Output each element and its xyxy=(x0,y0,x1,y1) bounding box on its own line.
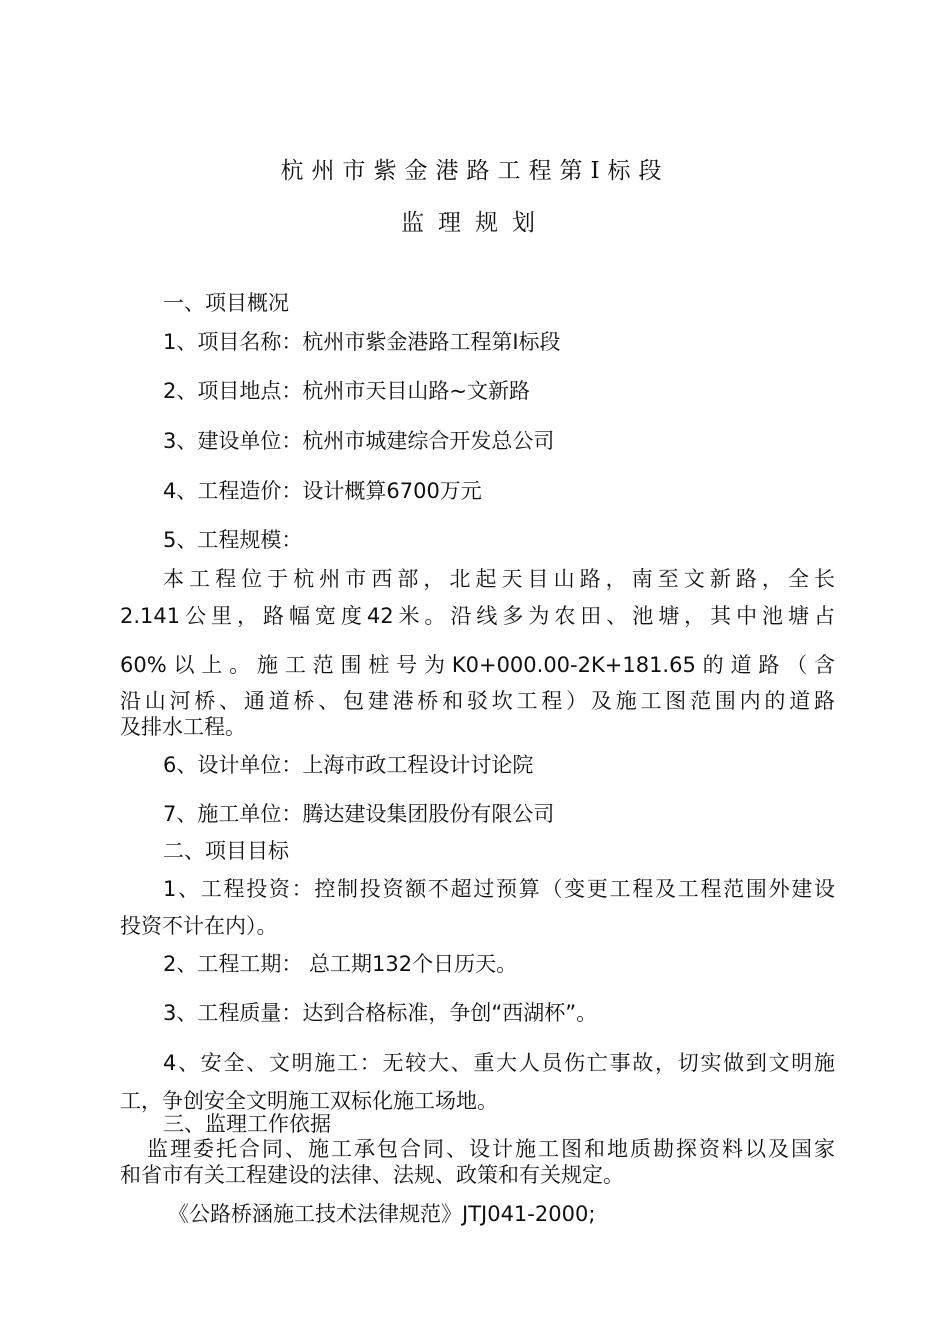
goal-safety-line: 4、安全、文明施工：无较大、重大人员伤亡事故，切实做到文明施 xyxy=(163,1051,835,1075)
item-construction-unit: 7、施工单位：腾达建设集团股份有限公司 xyxy=(163,802,555,826)
section-heading-basis: 三、监理工作依据 xyxy=(163,1112,331,1136)
item-project-location: 2、项目地点：杭州市天目山路~文新路 xyxy=(163,379,530,403)
document-title: 杭州市紫金港路工程第Ⅰ标段 xyxy=(280,158,670,184)
goal-quality: 3、工程质量：达到合格标准，争创“西湖杯”。 xyxy=(163,1001,598,1025)
item-cost: 4、工程造价：设计概算6700万元 xyxy=(163,479,482,503)
basis-paragraph-line: 监理委托合同、施工承包合同、设计施工图和地质勘探资料以及国家 xyxy=(147,1137,835,1161)
scale-paragraph-line: 及排水工程。 xyxy=(120,715,246,739)
section-heading-overview: 一、项目概况 xyxy=(163,291,289,315)
basis-paragraph-line: 和省市有关工程建设的法律、法规、政策和有关规定。 xyxy=(120,1163,624,1187)
item-project-name: 1、项目名称：杭州市紫金港路工程第Ⅰ标段 xyxy=(163,330,561,354)
scale-paragraph-line: 2.141公里，路幅宽度42米。沿线多为农田、池塘，其中池塘占 xyxy=(120,604,835,628)
scale-paragraph-line: 沿山河桥、通道桥、包建港桥和驳坎工程）及施工图范围内的道路 xyxy=(120,689,835,713)
item-client: 3、建设单位：杭州市城建综合开发总公司 xyxy=(163,429,555,453)
item-design-unit: 6、设计单位：上海市政工程设计讨论院 xyxy=(163,753,534,777)
goal-schedule: 2、工程工期： 总工期132个日历天。 xyxy=(163,952,518,976)
scale-paragraph-line: 60%以上。施工范围桩号为K0+000.00-2K+181.65的道路（含 xyxy=(120,653,835,677)
goal-investment-line: 投资不计在内）。 xyxy=(120,914,278,938)
goal-safety-line: 工，争创安全文明施工双标化施工场地。 xyxy=(120,1089,498,1113)
goal-investment-line: 1、工程投资：控制投资额不超过预算（变更工程及工程范围外建设 xyxy=(163,877,835,901)
item-scale: 5、工程规模： xyxy=(163,528,303,552)
scale-paragraph-line: 本工程位于杭州市西部，北起天目山路，南至文新路，全长 xyxy=(163,567,835,591)
section-heading-goals: 二、项目目标 xyxy=(163,839,289,863)
document-subtitle: 监理规划 xyxy=(401,210,549,236)
standard-reference: 《公路桥涵施工技术法律规范》JTJ041-2000; xyxy=(168,1202,596,1226)
